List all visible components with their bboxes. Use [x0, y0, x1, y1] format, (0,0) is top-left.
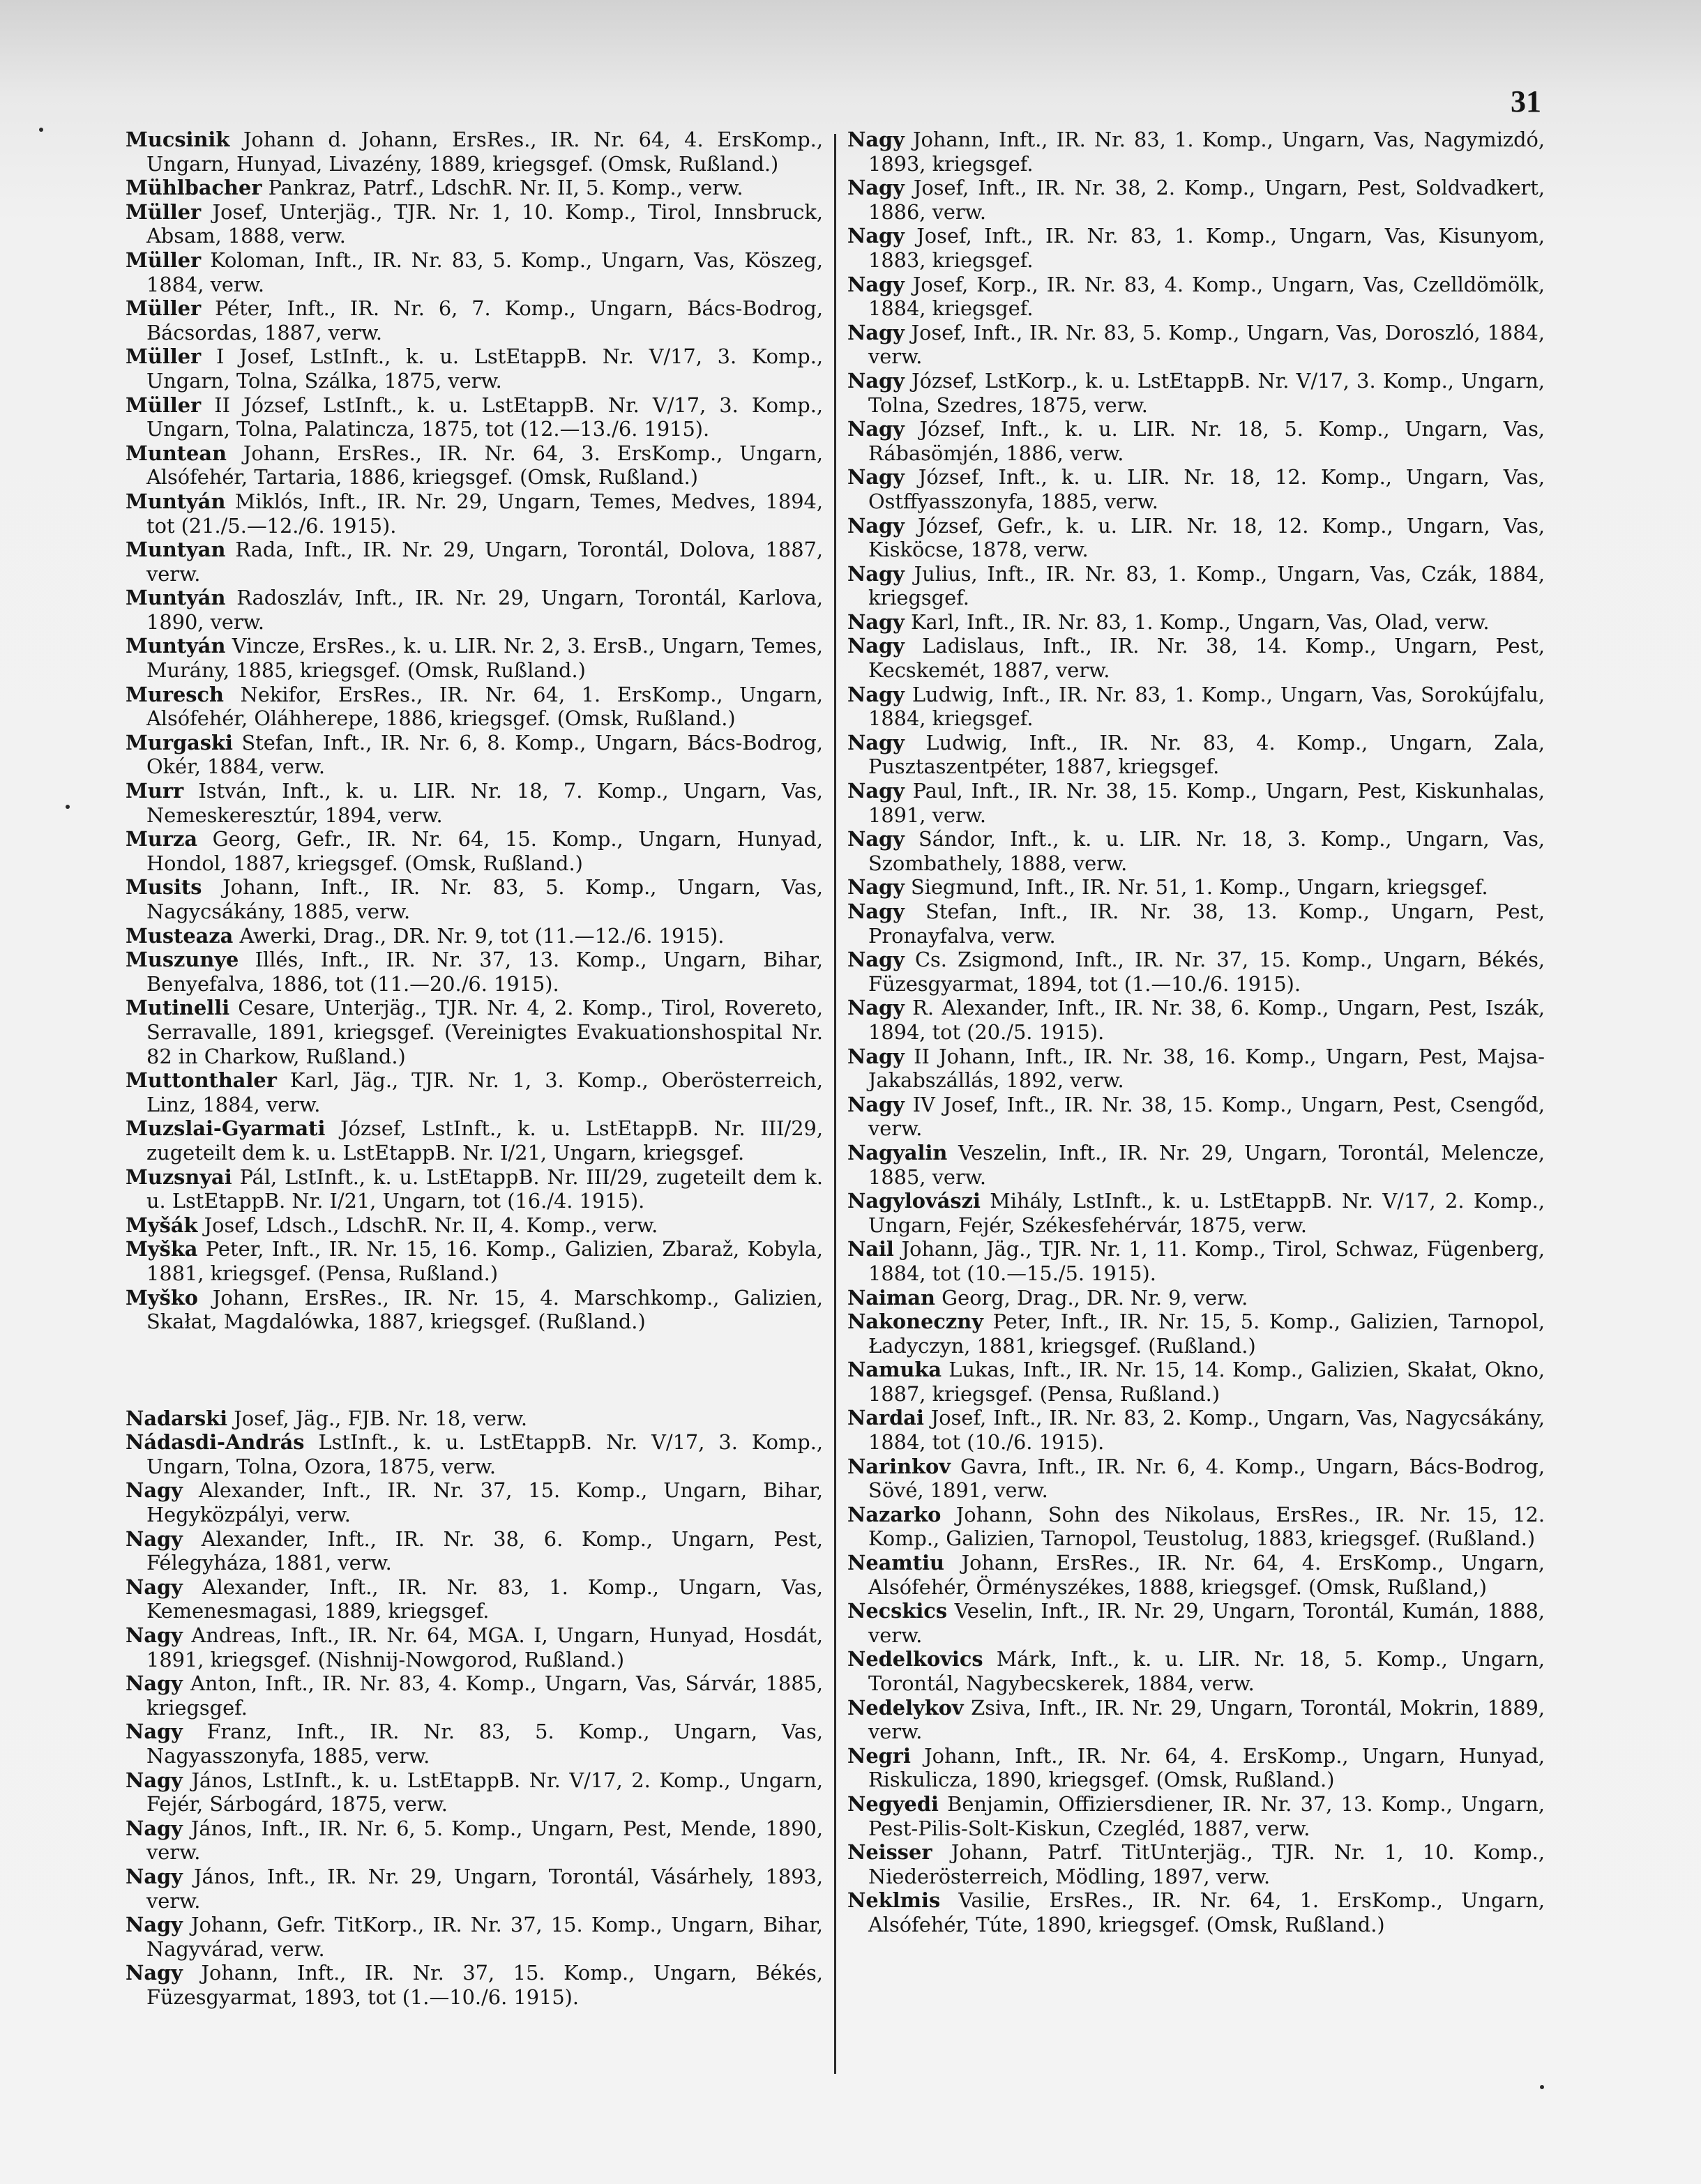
entry-details: Cesare, Unterjäg., TJR. Nr. 4, 2. Komp., Tirol, Rovereto, Serravalle, 1891, kriegsgef. (Vereinigtes Evakuationshospital Nr. 82 in Charkow, Rußland.): [146, 996, 824, 1068]
list-entry: [847, 1599, 1545, 1647]
entry-details: István, Inft., k. u. LIR. Nr. 18, 7. Komp., Ungarn, Vas, Nemeskeresztúr, 1894, verw.: [146, 779, 824, 827]
entry-surname: Naiman: [847, 1285, 935, 1310]
entry-details: Andreas, Inft., IR. Nr. 64, MGA. I, Ungarn, Hunyad, Hosdát, 1891, kriegsgef. (Nishnij-Nowgorod, Rußland.): [146, 1623, 823, 1671]
entry-surname: Nagy: [847, 609, 905, 634]
list-entry: [126, 1116, 823, 1165]
list-entry: [847, 1286, 1545, 1310]
list-entry: [847, 683, 1545, 731]
entry-surname: Nagy: [847, 561, 905, 586]
entry-surname: Neamtiu: [847, 1551, 944, 1575]
list-entry: [847, 1647, 1545, 1695]
entry-surname: Nagylovászi: [847, 1189, 981, 1213]
list-entry: [847, 875, 1545, 900]
entry-details: Veszelin, Inft., IR. Nr. 29, Ungarn, Torontál, Melencze, 1885, verw.: [868, 1140, 1545, 1189]
entry-details: Franz, Inft., IR. Nr. 83, 5. Komp., Ungarn, Vas, Nagyasszonyfa, 1885, verw.: [146, 1720, 823, 1768]
list-entry: [847, 369, 1545, 417]
entry-surname: Müller: [126, 296, 202, 321]
entry-details: József, LstInft., k. u. LstEtappB. Nr. III/29, zugeteilt dem k. u. LstEtappB. Nr. I/21, Ungarn, kriegsgef.: [146, 1116, 823, 1165]
entry-surname: Myšák: [126, 1213, 198, 1237]
list-entry: [126, 731, 823, 779]
list-entry: [847, 1744, 1545, 1792]
list-entry: [847, 948, 1545, 996]
entry-details: Pál, LstInft., k. u. LstEtappB. Nr. III/29, zugeteilt dem k. u. LstEtappB. Nr. I/21, Ungarn, tot (16./4. 1915).: [146, 1165, 823, 1213]
list-entry: [847, 779, 1545, 827]
entry-details: János, LstInft., k. u. LstEtappB. Nr. V/17, 2. Komp., Ungarn, Fejér, Sárbogárd, 1875, verw.: [146, 1768, 823, 1817]
entry-details: Sándor, Inft., k. u. LIR. Nr. 18, 3. Komp., Ungarn, Vas, Szombathely, 1888, verw.: [868, 827, 1545, 875]
entry-surname: Muntyán: [126, 586, 226, 610]
list-entry: [126, 1068, 823, 1116]
entry-surname: Murza: [126, 827, 197, 851]
entry-surname: Necskics: [847, 1599, 948, 1623]
list-entry: [847, 465, 1545, 513]
entry-details: Miklós, Inft., IR. Nr. 29, Ungarn, Temes, Medves, 1894, tot (21./5.—12./6. 1915).: [146, 489, 823, 538]
entry-details: Johann, Gefr. TitKorp., IR. Nr. 37, 15. Komp., Ungarn, Bihar, Nagyvárad, verw.: [146, 1913, 823, 1961]
entries-n: [126, 1406, 823, 2010]
entry-details: Zsiva, Inft., IR. Nr. 29, Ungarn, Torontál, Mokrin, 1889, verw.: [868, 1695, 1545, 1744]
ink-speck: [66, 805, 70, 809]
list-entry: [847, 417, 1545, 465]
entry-details: Nekifor, ErsRes., IR. Nr. 64, 1. ErsKomp., Ungarn, Alsófehér, Oláhherepe, 1886, kriegsgef. (Omsk, Rußland.): [146, 682, 824, 731]
list-entry: [126, 1237, 823, 1285]
entry-details: József, Inft., k. u. LIR. Nr. 18, 12. Komp., Ungarn, Vas, Ostffyasszonyfa, 1885, verw.: [868, 465, 1545, 513]
entry-surname: Nagy: [847, 900, 905, 923]
list-entry: [126, 1671, 823, 1720]
entry-surname: Nagy: [847, 272, 905, 296]
entry-surname: Nagy: [126, 1864, 183, 1888]
entry-surname: Nagy: [126, 1575, 183, 1599]
list-entry: [126, 586, 823, 634]
entry-details: I Josef, LstInft., k. u. LstEtappB. Nr. V/17, 3. Komp., Ungarn, Tolna, Szálka, 1875, verw.: [146, 344, 824, 393]
list-entry: [847, 1792, 1545, 1840]
entry-details: LstInft., k. u. LstEtappB. Nr. V/17, 3. Komp., Ungarn, Tolna, Ozora, 1875, verw.: [146, 1430, 824, 1478]
entry-details: Josef, Inft., IR. Nr. 83, 1. Komp., Ungarn, Vas, Kisunyom, 1883, kriegsgef.: [868, 224, 1545, 272]
entry-surname: Nagy: [847, 513, 905, 538]
entry-surname: Nagy: [847, 948, 905, 972]
entry-details: Johann, ErsRes., IR. Nr. 15, 4. Marschkomp., Galizien, Skałat, Magdalówka, 1887, kriegsgef. (Rußland.): [146, 1285, 824, 1334]
list-entry: [847, 634, 1545, 682]
entry-details: Mihály, LstInft., k. u. LstEtappB. Nr. V/17, 2. Komp., Ungarn, Fejér, Székesfehérvár, 1875, verw.: [868, 1189, 1545, 1237]
entry-details: Gavra, Inft., IR. Nr. 6, 4. Komp., Ungarn, Bács-Bodrog, Sövé, 1891, verw.: [868, 1454, 1545, 1503]
entry-surname: Nagy: [847, 368, 905, 393]
list-entry: [847, 128, 1545, 176]
list-entry: [126, 248, 823, 296]
entries-right: [847, 128, 1545, 1937]
entry-surname: Müller: [126, 199, 202, 224]
list-entry: [847, 1888, 1545, 1936]
list-entry: [126, 1817, 823, 1865]
list-entry: [126, 200, 823, 248]
list-entry: [126, 1720, 823, 1768]
entry-details: József, LstKorp., k. u. LstEtappB. Nr. V/17, 3. Komp., Ungarn, Tolna, Szedres, 1875, verw.: [868, 368, 1545, 417]
entry-surname: Nakoneczny: [847, 1310, 983, 1334]
entry-details: Josef, Inft., IR. Nr. 83, 2. Komp., Ungarn, Vas, Nagycsákány, 1884, tot (10./6. 1915).: [868, 1406, 1545, 1455]
entry-details: Radoszláv, Inft., IR. Nr. 29, Ungarn, Torontál, Karlova, 1890, verw.: [146, 586, 823, 634]
list-entry: [126, 1165, 823, 1213]
entry-details: Márk, Inft., k. u. LIR. Nr. 18, 5. Komp., Ungarn, Torontál, Nagybecskerek, 1884, verw.: [868, 1647, 1545, 1695]
list-entry: [847, 273, 1545, 321]
entry-details: Paul, Inft., IR. Nr. 38, 15. Komp., Ungarn, Pest, Kiskunhalas, 1891, verw.: [868, 779, 1545, 827]
list-entry: [126, 1913, 823, 1961]
list-entry: [126, 441, 823, 490]
entry-details: József, Gefr., k. u. LIR. Nr. 18, 12. Komp., Ungarn, Vas, Kisköcse, 1878, verw.: [868, 513, 1545, 562]
list-entry: [847, 224, 1545, 272]
list-entry: [126, 924, 823, 948]
entry-surname: Musteaza: [126, 923, 234, 948]
list-entry: [126, 948, 823, 996]
list-entry: [126, 176, 823, 200]
list-entry: [126, 634, 823, 682]
list-entry: [126, 1623, 823, 1671]
list-entry: [126, 344, 823, 393]
entry-surname: Nagy: [847, 1044, 905, 1068]
list-entry: [847, 1406, 1545, 1454]
list-entry: [847, 321, 1545, 369]
entry-details: Pankraz, Patrf., LdschR. Nr. II, 5. Komp., verw.: [268, 176, 743, 200]
list-entry: [126, 128, 823, 176]
list-entry: [847, 1503, 1545, 1551]
list-entry: [847, 514, 1545, 562]
list-entry: [126, 996, 823, 1068]
entry-details: Illés, Inft., IR. Nr. 37, 13. Komp., Ungarn, Bihar, Benyefalva, 1886, tot (11.—20./6. 1915).: [146, 948, 823, 996]
entry-surname: Nagy: [126, 1768, 183, 1792]
list-entry: [847, 1189, 1545, 1237]
entry-details: Georg, Drag., DR. Nr. 9, verw.: [942, 1285, 1248, 1310]
entry-details: Vincze, ErsRes., k. u. LIR. Nr. 2, 3. ErsB., Ungarn, Temes, Murány, 1885, kriegsgef. (Omsk, Rußland.): [146, 634, 823, 683]
entry-details: Stefan, Inft., IR. Nr. 38, 13. Komp., Ungarn, Pest, Pronayfalva, verw.: [868, 900, 1545, 948]
entry-surname: Nagy: [847, 730, 905, 754]
entry-details: Johann, ErsRes., IR. Nr. 64, 4. ErsKomp., Ungarn, Alsófehér, Örményszékes, 1888, kriegsgef. (Omsk, Rußland,): [868, 1551, 1545, 1599]
entry-details: R. Alexander, Inft., IR. Nr. 38, 6. Komp., Ungarn, Pest, Iszák, 1894, tot (20./5. 1915).: [868, 996, 1545, 1044]
entry-surname: Mucsinik: [126, 128, 230, 151]
entry-surname: Nádasdi-András: [126, 1430, 305, 1455]
list-entry: [847, 1455, 1545, 1503]
entry-surname: Murr: [126, 779, 184, 803]
entry-details: IV Josef, Inft., IR. Nr. 38, 15. Komp., Ungarn, Pest, Csengőd, verw.: [868, 1092, 1545, 1141]
entry-surname: Nagyalin: [847, 1140, 948, 1165]
entry-details: Awerki, Drag., DR. Nr. 9, tot (11.—12./6. 1915).: [239, 923, 725, 948]
entry-surname: Muntyán: [126, 489, 226, 513]
entry-details: Siegmund, Inft., IR. Nr. 51, 1. Komp., Ungarn, kriegsgef.: [911, 875, 1488, 900]
entry-details: Koloman, Inft., IR. Nr. 83, 5. Komp., Ungarn, Vas, Köszeg, 1884, verw.: [146, 248, 824, 296]
list-entry: [126, 1527, 823, 1575]
right-column: [847, 128, 1545, 1937]
entry-details: Stefan, Inft., IR. Nr. 6, 8. Komp., Ungarn, Bács-Bodrog, Okér, 1884, verw.: [146, 730, 823, 779]
entry-surname: Nazarko: [847, 1502, 942, 1526]
entry-details: II Johann, Inft., IR. Nr. 38, 16. Komp., Ungarn, Pest, Majsa-Jakabszállás, 1892, verw.: [868, 1044, 1545, 1093]
entry-surname: Muntyan: [126, 538, 226, 562]
list-entry: [847, 562, 1545, 610]
entry-details: Johann, Sohn des Nikolaus, ErsRes., IR. Nr. 15, 12. Komp., Galizien, Tarnopol, Teustolug, 1883, kriegsgef. (Rußland.): [868, 1502, 1545, 1551]
entry-surname: Mutinelli: [126, 996, 230, 1020]
entry-surname: Negri: [847, 1743, 911, 1768]
entry-surname: Murgaski: [126, 730, 233, 754]
entry-surname: Nagy: [847, 417, 905, 441]
entries-m: [126, 128, 823, 1334]
list-entry: [847, 610, 1545, 635]
entry-surname: Myško: [126, 1285, 198, 1310]
list-entry: [847, 1358, 1545, 1406]
list-entry: [126, 1406, 823, 1431]
entry-details: Ludwig, Inft., IR. Nr. 83, 1. Komp., Ungarn, Vas, Sorokújfalu, 1884, kriegsgef.: [868, 682, 1545, 731]
entry-details: János, Inft., IR. Nr. 6, 5. Komp., Ungarn, Pest, Mende, 1890, verw.: [146, 1816, 824, 1865]
entry-surname: Namuka: [847, 1358, 942, 1382]
list-entry: [847, 176, 1545, 224]
entry-surname: Myška: [126, 1237, 198, 1261]
entry-surname: Nagy: [126, 1816, 183, 1840]
list-entry: [847, 996, 1545, 1044]
entry-details: Cs. Zsigmond, Inft., IR. Nr. 37, 15. Komp., Ungarn, Békés, Füzesgyarmat, 1894, tot (1.—10./6. 1915).: [868, 948, 1545, 996]
entry-surname: Muntyán: [126, 634, 226, 658]
list-entry: [847, 1310, 1545, 1358]
entry-details: Alexander, Inft., IR. Nr. 38, 6. Komp., Ungarn, Pest, Félegyháza, 1881, verw.: [146, 1526, 824, 1575]
list-entry: [847, 1141, 1545, 1189]
entry-surname: Nail: [847, 1237, 894, 1261]
entry-details: Johann d. Johann, ErsRes., IR. Nr. 64, 4. ErsKomp., Ungarn, Hunyad, Livazény, 1889, kriegsgef. (Omsk, Rußland.): [146, 128, 823, 176]
list-entry: [126, 827, 823, 875]
entry-details: Josef, Inft., IR. Nr. 83, 5. Komp., Ungarn, Vas, Doroszló, 1884, verw.: [868, 320, 1545, 369]
list-entry: [126, 683, 823, 731]
list-entry: [126, 393, 823, 441]
entry-surname: Nagy: [126, 1913, 183, 1937]
ink-speck: [1540, 2085, 1544, 2089]
entry-surname: Muntean: [126, 441, 227, 465]
entry-details: Anton, Inft., IR. Nr. 83, 4. Komp., Ungarn, Vas, Sárvár, 1885, kriegsgef.: [146, 1671, 823, 1720]
entry-details: Johann, Inft., IR. Nr. 37, 15. Komp., Ungarn, Békés, Füzesgyarmat, 1893, tot (1.—10./6. 1915).: [146, 1961, 823, 2009]
list-entry: [847, 731, 1545, 779]
list-entry: [847, 1696, 1545, 1744]
list-entry: [126, 1768, 823, 1817]
entry-surname: Müller: [126, 248, 202, 272]
list-entry: [847, 1840, 1545, 1888]
entry-details: Josef, Inft., IR. Nr. 38, 2. Komp., Ungarn, Pest, Soldvadkert, 1886, verw.: [868, 176, 1545, 224]
entry-surname: Nedelkovics: [847, 1647, 983, 1671]
entry-details: Alexander, Inft., IR. Nr. 83, 1. Komp., Ungarn, Vas, Kemenesmagasi, 1889, kriegsgef.: [146, 1575, 824, 1623]
entry-details: Johann, Inft., IR. Nr. 83, 1. Komp., Ungarn, Vas, Nagymizdó, 1893, kriegsgef.: [868, 128, 1545, 176]
entry-surname: Nedelykov: [847, 1695, 964, 1720]
entry-details: József, Inft., k. u. LIR. Nr. 18, 5. Komp., Ungarn, Vas, Rábasömjén, 1886, verw.: [868, 417, 1545, 465]
entry-details: Peter, Inft., IR. Nr. 15, 16. Komp., Galizien, Zbaraž, Kobyla, 1881, kriegsgef. (Pensa, Rußland.): [146, 1237, 823, 1285]
entry-surname: Nadarski: [126, 1406, 228, 1430]
page-number: 31: [1511, 84, 1541, 119]
entry-surname: Muzslai-Gyarmati: [126, 1116, 326, 1141]
entry-surname: Nagy: [847, 128, 905, 151]
entry-surname: Nagy: [126, 1623, 183, 1648]
entry-surname: Nagy: [847, 465, 905, 490]
entry-surname: Müller: [126, 393, 202, 417]
entry-surname: Nagy: [847, 827, 905, 851]
entry-surname: Neisser: [847, 1840, 932, 1865]
entry-surname: Nagy: [126, 1526, 183, 1551]
list-entry: [847, 1237, 1545, 1285]
list-entry: [126, 779, 823, 827]
entry-surname: Müller: [126, 344, 202, 369]
entry-details: Josef, Jäg., FJB. Nr. 18, verw.: [234, 1406, 527, 1430]
list-entry: [126, 1478, 823, 1526]
list-entry: [847, 900, 1545, 948]
list-entry: [847, 1551, 1545, 1599]
entry-surname: Muresch: [126, 682, 224, 706]
list-entry: [847, 827, 1545, 875]
entry-surname: Muszunye: [126, 948, 239, 972]
list-entry: [126, 490, 823, 538]
list-entry: [126, 875, 823, 923]
ink-speck: [39, 128, 43, 132]
entry-surname: Nagy: [847, 320, 905, 344]
entry-surname: Muzsnyai: [126, 1165, 232, 1189]
entry-details: Julius, Inft., IR. Nr. 83, 1. Komp., Ungarn, Vas, Czák, 1884, kriegsgef.: [868, 561, 1545, 610]
column-divider: [834, 134, 836, 2074]
left-column: [126, 128, 823, 2010]
entry-surname: Nagy: [847, 682, 905, 706]
entry-details: Josef, Korp., IR. Nr. 83, 4. Komp., Ungarn, Vas, Czelldömölk, 1884, kriegsgef.: [868, 272, 1545, 321]
list-entry: [126, 1865, 823, 1913]
entry-surname: Nagy: [126, 1720, 183, 1744]
entry-surname: Nagy: [847, 634, 905, 658]
entry-details: Rada, Inft., IR. Nr. 29, Ungarn, Torontál, Dolova, 1887, verw.: [146, 538, 823, 586]
entry-details: Johann, Inft., IR. Nr. 83, 5. Komp., Ungarn, Vas, Nagycsákány, 1885, verw.: [146, 875, 824, 923]
entry-details: Johann, Patrf. TitUnterjäg., TJR. Nr. 1, 10. Komp., Niederösterreich, Mödling, 1897, verw.: [868, 1840, 1545, 1888]
entry-details: Johann, Jäg., TJR. Nr. 1, 11. Komp., Tirol, Schwaz, Fügenberg, 1884, tot (10.—15./5. 1915).: [868, 1237, 1545, 1285]
section-gap: [126, 1334, 823, 1406]
entry-details: Ludwig, Inft., IR. Nr. 83, 4. Komp., Ungarn, Zala, Pusztaszentpéter, 1887, kriegsgef.: [868, 730, 1545, 779]
list-entry: [126, 1575, 823, 1623]
entry-surname: Nardai: [847, 1406, 924, 1430]
entry-surname: Negyedi: [847, 1791, 939, 1816]
entry-details: Georg, Gefr., IR. Nr. 64, 15. Komp., Ungarn, Hunyad, Hondol, 1887, kriegsgef. (Omsk, Rußland.): [146, 827, 824, 875]
entry-details: János, Inft., IR. Nr. 29, Ungarn, Torontál, Vásárhely, 1893, verw.: [146, 1864, 823, 1913]
entry-details: Johann, ErsRes., IR. Nr. 64, 3. ErsKomp., Ungarn, Alsófehér, Tartaria, 1886, kriegsgef. (Omsk, Rußland.): [146, 441, 823, 490]
entry-surname: Nagy: [847, 996, 905, 1020]
entry-surname: Nagy: [126, 1478, 183, 1503]
entry-surname: Nagy: [126, 1961, 183, 1985]
entry-details: Veselin, Inft., IR. Nr. 29, Ungarn, Torontál, Kumán, 1888, verw.: [868, 1599, 1545, 1647]
entry-details: Peter, Inft., IR. Nr. 15, 5. Komp., Galizien, Tarnopol, Ładyczyn, 1881, kriegsgef. (Rußland.): [868, 1310, 1545, 1358]
list-entry: [126, 538, 823, 586]
list-entry: [847, 1045, 1545, 1093]
entry-details: Péter, Inft., IR. Nr. 6, 7. Komp., Ungarn, Bács-Bodrog, Bácsordas, 1887, verw.: [146, 296, 823, 344]
entry-surname: Mühlbacher: [126, 176, 262, 200]
entry-details: Karl, Jäg., TJR. Nr. 1, 3. Komp., Oberösterreich, Linz, 1884, verw.: [146, 1068, 823, 1116]
entry-surname: Nagy: [847, 875, 905, 900]
entry-details: Johann, Inft., IR. Nr. 64, 4. ErsKomp., Ungarn, Hunyad, Riskulicza, 1890, kriegsgef. (Omsk, Rußland.): [868, 1743, 1545, 1792]
list-entry: [126, 296, 823, 344]
list-entry: [126, 1961, 823, 2009]
entry-details: Josef, Ldsch., LdschR. Nr. II, 4. Komp., verw.: [204, 1213, 658, 1237]
entry-details: Josef, Unterjäg., TJR. Nr. 1, 10. Komp., Tirol, Innsbruck, Absam, 1888, verw.: [146, 199, 824, 248]
list-entry: [847, 1093, 1545, 1141]
entry-surname: Muttonthaler: [126, 1068, 277, 1093]
entry-surname: Nagy: [126, 1671, 183, 1696]
entry-surname: Neklmis: [847, 1888, 941, 1913]
entry-details: Lukas, Inft., IR. Nr. 15, 14. Komp., Galizien, Skałat, Okno, 1887, kriegsgef. (Pensa, Rußland.): [868, 1358, 1545, 1406]
entry-surname: Narinkov: [847, 1454, 951, 1478]
entry-details: Ladislaus, Inft., IR. Nr. 38, 14. Komp., Ungarn, Pest, Kecskemét, 1887, verw.: [868, 634, 1545, 683]
entry-surname: Nagy: [847, 779, 905, 803]
entry-details: Karl, Inft., IR. Nr. 83, 1. Komp., Ungarn, Vas, Olad, verw.: [911, 609, 1490, 634]
entry-surname: Musits: [126, 875, 202, 900]
entry-details: Benjamin, Offiziersdiener, IR. Nr. 37, 13. Komp., Ungarn, Pest-Pilis-Solt-Kiskun, Czegléd, 1887, verw.: [868, 1791, 1545, 1840]
entry-surname: Nagy: [847, 224, 905, 248]
entry-details: Alexander, Inft., IR. Nr. 37, 15. Komp., Ungarn, Bihar, Hegyközpályi, verw.: [146, 1478, 823, 1527]
entry-surname: Nagy: [847, 176, 905, 200]
entry-details: Vasilie, ErsRes., IR. Nr. 64, 1. ErsKomp., Ungarn, Alsófehér, Túte, 1890, kriegsgef. (Omsk, Rußland.): [868, 1888, 1545, 1936]
list-entry: [126, 1213, 823, 1238]
entry-surname: Nagy: [847, 1092, 905, 1116]
list-entry: [126, 1430, 823, 1478]
entry-details: II József, LstInft., k. u. LstEtappB. Nr. V/17, 3. Komp., Ungarn, Tolna, Palatincza, 1875, tot (12.—13./6. 1915).: [146, 393, 823, 441]
list-entry: [126, 1286, 823, 1334]
